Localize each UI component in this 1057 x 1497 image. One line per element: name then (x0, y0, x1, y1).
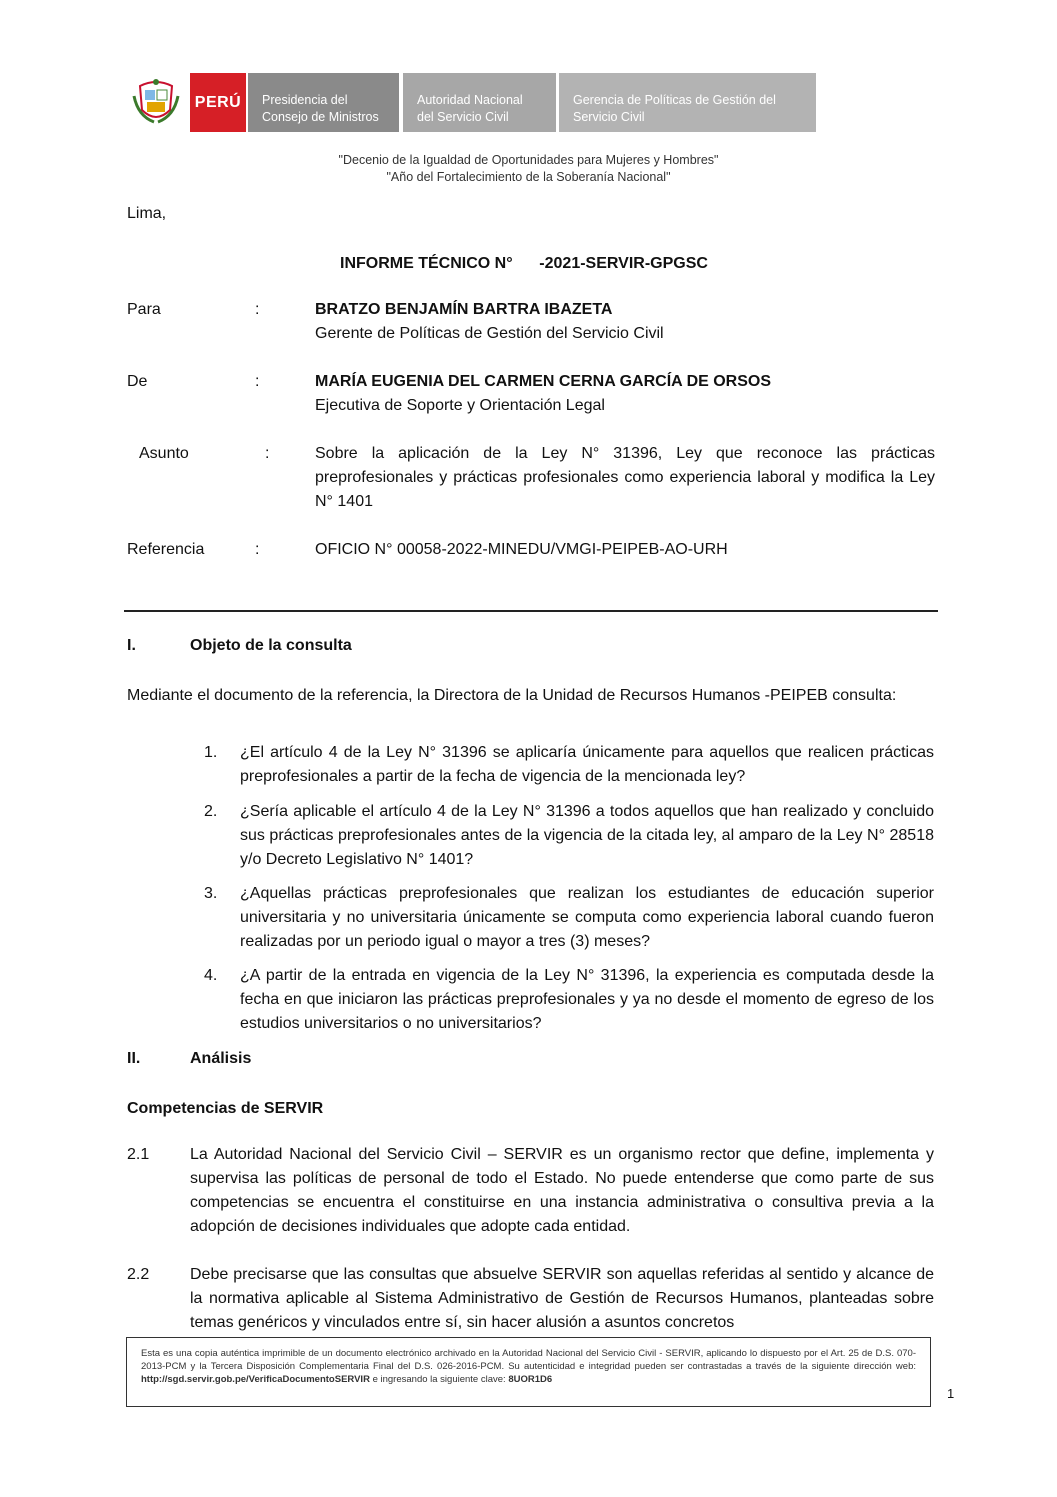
authenticity-text: Esta es una copia auténtica imprimible de un documento electrónico archivado en la Autoridad Nacional del Servicio Civil - SERVIR, aplicando lo dispuesto por el Art. 25 de D.S. 070-2013-PCM y la Tercera Disposición Complementaria Final del D.S. 026-2016-PCM. Su autenticidad e integridad pueden ser contrastadas a través de la siguiente dirección web: (141, 1348, 916, 1372)
header-entity-pcm (248, 73, 399, 132)
section1-number: I. (127, 637, 136, 654)
para-label: Para (127, 301, 161, 318)
paragraph-text: Debe precisarse que las consultas que absuelve SERVIR son aquellas referidas al sentido y alcance de la normativa aplicable al Sistema Administrativo de Gestión de Recursos Humanos, planteadas sobre temas genéricos y vinculados entre sí, sin hacer alusión a asuntos concretos (190, 1266, 934, 1331)
paragraph-number: 2.1 (127, 1146, 150, 1163)
peru-logo: PERÚ (190, 73, 246, 132)
de-name: MARÍA EUGENIA DEL CARMEN CERNA GARCÍA DE ORSOS (315, 373, 772, 390)
header-entity-gpgsc (559, 73, 816, 132)
header-entity-servir-line1: Autoridad Nacional (417, 93, 523, 107)
question-number: 3. (204, 885, 218, 902)
document-title: INFORME TÉCNICO N° -2021-SERVIR-GPGSC (340, 255, 708, 272)
verification-key: 8UOR1D6 (508, 1374, 553, 1385)
section1-intro: Mediante el documento de la referencia, la Directora de la Unidad de Recursos Humanos -PEIPEB consulta: (127, 687, 897, 704)
question-number: 2. (204, 803, 218, 820)
header-divider (124, 610, 938, 612)
de-colon: : (255, 373, 260, 390)
section1-title: Objeto de la consulta (190, 637, 352, 654)
section2-title: Análisis (190, 1050, 252, 1067)
coat-of-arms-icon (130, 76, 182, 128)
question-text: ¿Sería aplicable el artículo 4 de la Ley N° 31396 a todos aquellos que han realizado y concluido sus prácticas preprofesionales antes de la vigencia de la citada ley, al amparo de la Ley N° 28518 y/o Decreto Legislativo N° 1401? (240, 803, 934, 868)
section2-subtitle: Competencias de SERVIR (127, 1100, 324, 1117)
header-entity-servir-line2: del Servicio Civil (417, 110, 509, 124)
section2-number: II. (127, 1050, 141, 1067)
paragraph-text: La Autoridad Nacional del Servicio Civil – SERVIR es un organismo rector que define, implementa y supervisa las políticas de personal de todo el Estado. No puede entenderse que como parte de sus competencias se encuentra el constituirse en una instancia administrativa o consultiva previa a la adopción de decisiones individuales que adopte cada entidad. (190, 1146, 934, 1235)
asunto-text: Sobre la aplicación de la Ley N° 31396, Ley que reconoce las prácticas preprofesionales y prácticas profesionales como experiencia laboral y modifica la Ley N° 1401 (315, 445, 935, 510)
question-number: 1. (204, 744, 218, 761)
question-number: 4. (204, 967, 218, 984)
para-colon: : (255, 301, 260, 318)
authenticity-text-2: e ingresando la siguiente clave: (369, 1374, 509, 1385)
question-text: ¿Aquellas prácticas preprofesionales que realizan los estudiantes de educación superior universitaria y no universitaria únicamente se computa como experiencia laboral cuando fueron realizadas por un periodo igual o mayor a tres (3) meses? (240, 885, 934, 950)
decenio-line-2: "Año del Fortalecimiento de la Soberanía Nacional" (386, 170, 671, 184)
paragraph-number: 2.2 (127, 1266, 150, 1283)
asunto-colon: : (265, 445, 270, 462)
page-number: 1 (947, 1386, 955, 1401)
header-entity-pcm-line1: Presidencia del (262, 93, 348, 107)
authenticity-notice (126, 1337, 931, 1407)
place-date: Lima, (127, 205, 167, 222)
asunto-label: Asunto (139, 445, 189, 462)
header-entity-gpgsc-line1: Gerencia de Políticas de Gestión del (573, 93, 776, 107)
decenio-line-1: "Decenio de la Igualdad de Oportunidades para Mujeres y Hombres" (338, 153, 719, 167)
header-entity-gpgsc-line2: Servicio Civil (573, 110, 645, 124)
de-role: Ejecutiva de Soporte y Orientación Legal (315, 397, 605, 414)
question-text: ¿El artículo 4 de la Ley N° 31396 se aplicaría únicamente para aquellos que realicen prácticas preprofesionales a partir de la fecha de vigencia de la mencionada ley? (240, 744, 934, 785)
question-text: ¿A partir de la entrada en vigencia de la Ley N° 31396, la experiencia es computada desde la fecha en que iniciaron las prácticas preprofesionales y ya no desde el momento de egreso de los estudios universitarios o no universitarios? (240, 967, 934, 1032)
header-entity-pcm-line2: Consejo de Ministros (262, 110, 379, 124)
referencia-colon: : (255, 541, 260, 558)
header-entity-servir (403, 73, 556, 132)
para-name: BRATZO BENJAMÍN BARTRA IBAZETA (315, 301, 613, 318)
verification-url[interactable]: http://sgd.servir.gob.pe/VerificaDocumentoSERVIR (141, 1374, 370, 1385)
para-role: Gerente de Políticas de Gestión del Servicio Civil (315, 325, 664, 342)
referencia-text: OFICIO N° 00058-2022-MINEDU/VMGI-PEIPEB-AO-URH (315, 541, 728, 558)
referencia-label: Referencia (127, 541, 205, 558)
de-label: De (127, 373, 148, 390)
